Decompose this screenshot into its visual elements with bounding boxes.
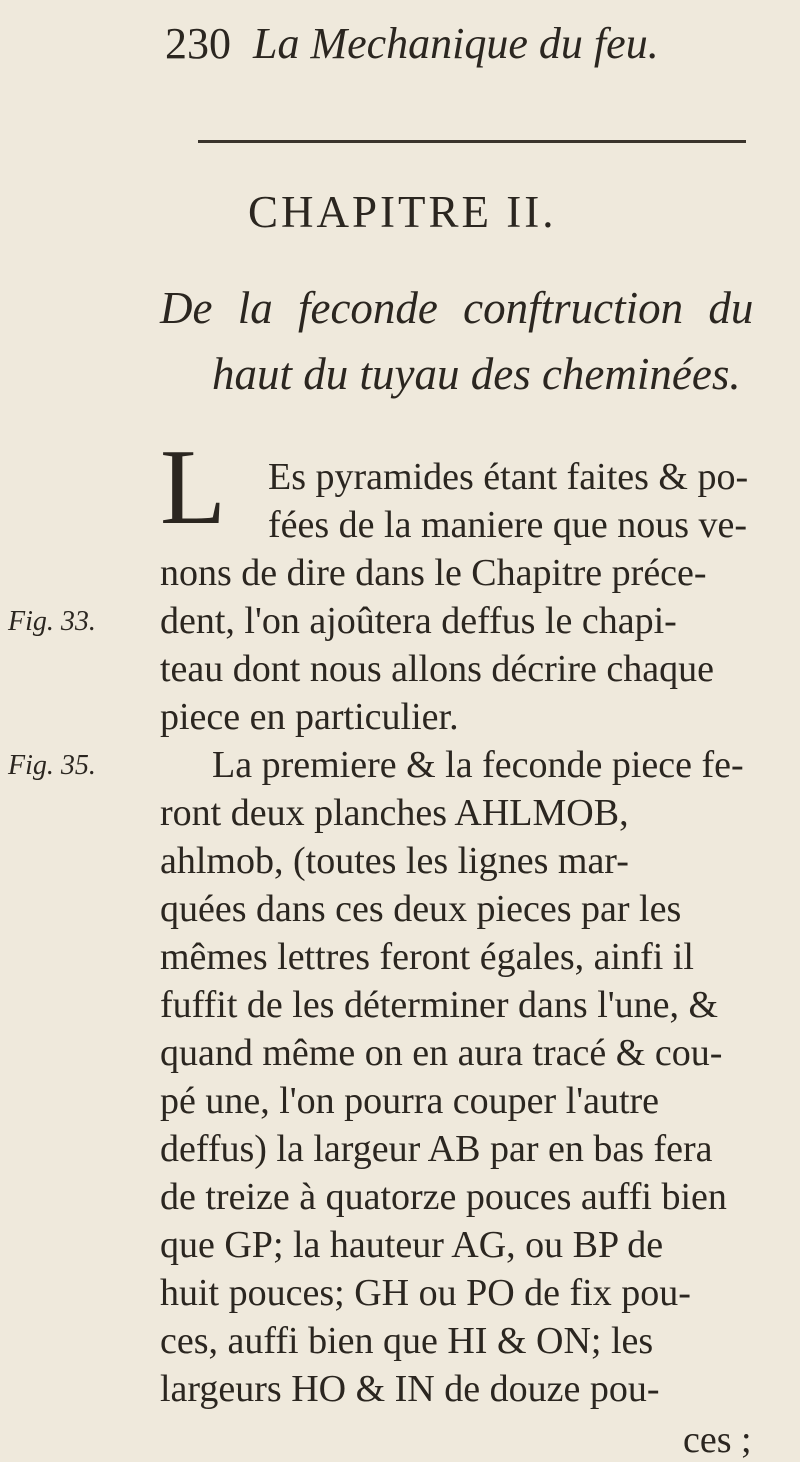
text-line: fuffit de les déterminer dans l'une, & — [160, 984, 719, 1026]
text-line: huit pouces; GH ou PO de fix pou- — [160, 1272, 691, 1314]
page-number: 230 — [165, 19, 231, 68]
text-line: pé une, l'on pourra couper l'autre — [160, 1080, 660, 1122]
text-line: Es pyramides étant faites & po- — [268, 456, 749, 498]
chapter-title: CHAPITRE II. — [248, 187, 557, 237]
text-line: teau dont nous allons décrire chaque — [160, 648, 714, 690]
text-line: que GP; la hauteur AG, ou BP de — [160, 1224, 664, 1266]
text-line: de treize à quatorze pouces auffi bien — [160, 1176, 727, 1218]
running-head — [165, 18, 659, 69]
chapter-subtitle-line: De la feconde conftruction du — [160, 283, 754, 333]
text-line: deffus) la largeur AB par en bas fera — [160, 1128, 713, 1170]
text-line: ces, auffi bien que HI & ON; les — [160, 1320, 654, 1362]
text-line: ahlmob, (toutes les lignes mar- — [160, 840, 629, 882]
margin-figure-ref: Fig. 35. — [8, 750, 96, 781]
text-line: quand même on en aura tracé & cou- — [160, 1032, 723, 1074]
text-line: quées dans ces deux pieces par les — [160, 888, 682, 930]
text-line: fées de la maniere que nous ve- — [268, 504, 748, 546]
chapter-subtitle-line: haut du tuyau des cheminées. — [212, 349, 741, 399]
text-line: mêmes lettres feront égales, ainfi il — [160, 936, 694, 978]
margin-figure-ref: Fig. 33. — [8, 606, 96, 637]
text-line: dent, l'on ajoûtera deffus le chapi- — [160, 600, 677, 642]
header-rule — [198, 140, 746, 143]
text-line: largeurs HO & IN de douze pou- — [160, 1368, 660, 1410]
text-line: ront deux planches AHLMOB, — [160, 792, 629, 834]
text-line: La premiere & la feconde piece fe- — [212, 744, 744, 786]
text-line: piece en particulier. — [160, 696, 459, 738]
text-line: nons de dire dans le Chapitre préce- — [160, 552, 707, 594]
catchword: ces ; — [683, 1419, 752, 1461]
running-title: La Mechanique du feu. — [253, 19, 659, 68]
drop-cap: L — [160, 428, 226, 547]
